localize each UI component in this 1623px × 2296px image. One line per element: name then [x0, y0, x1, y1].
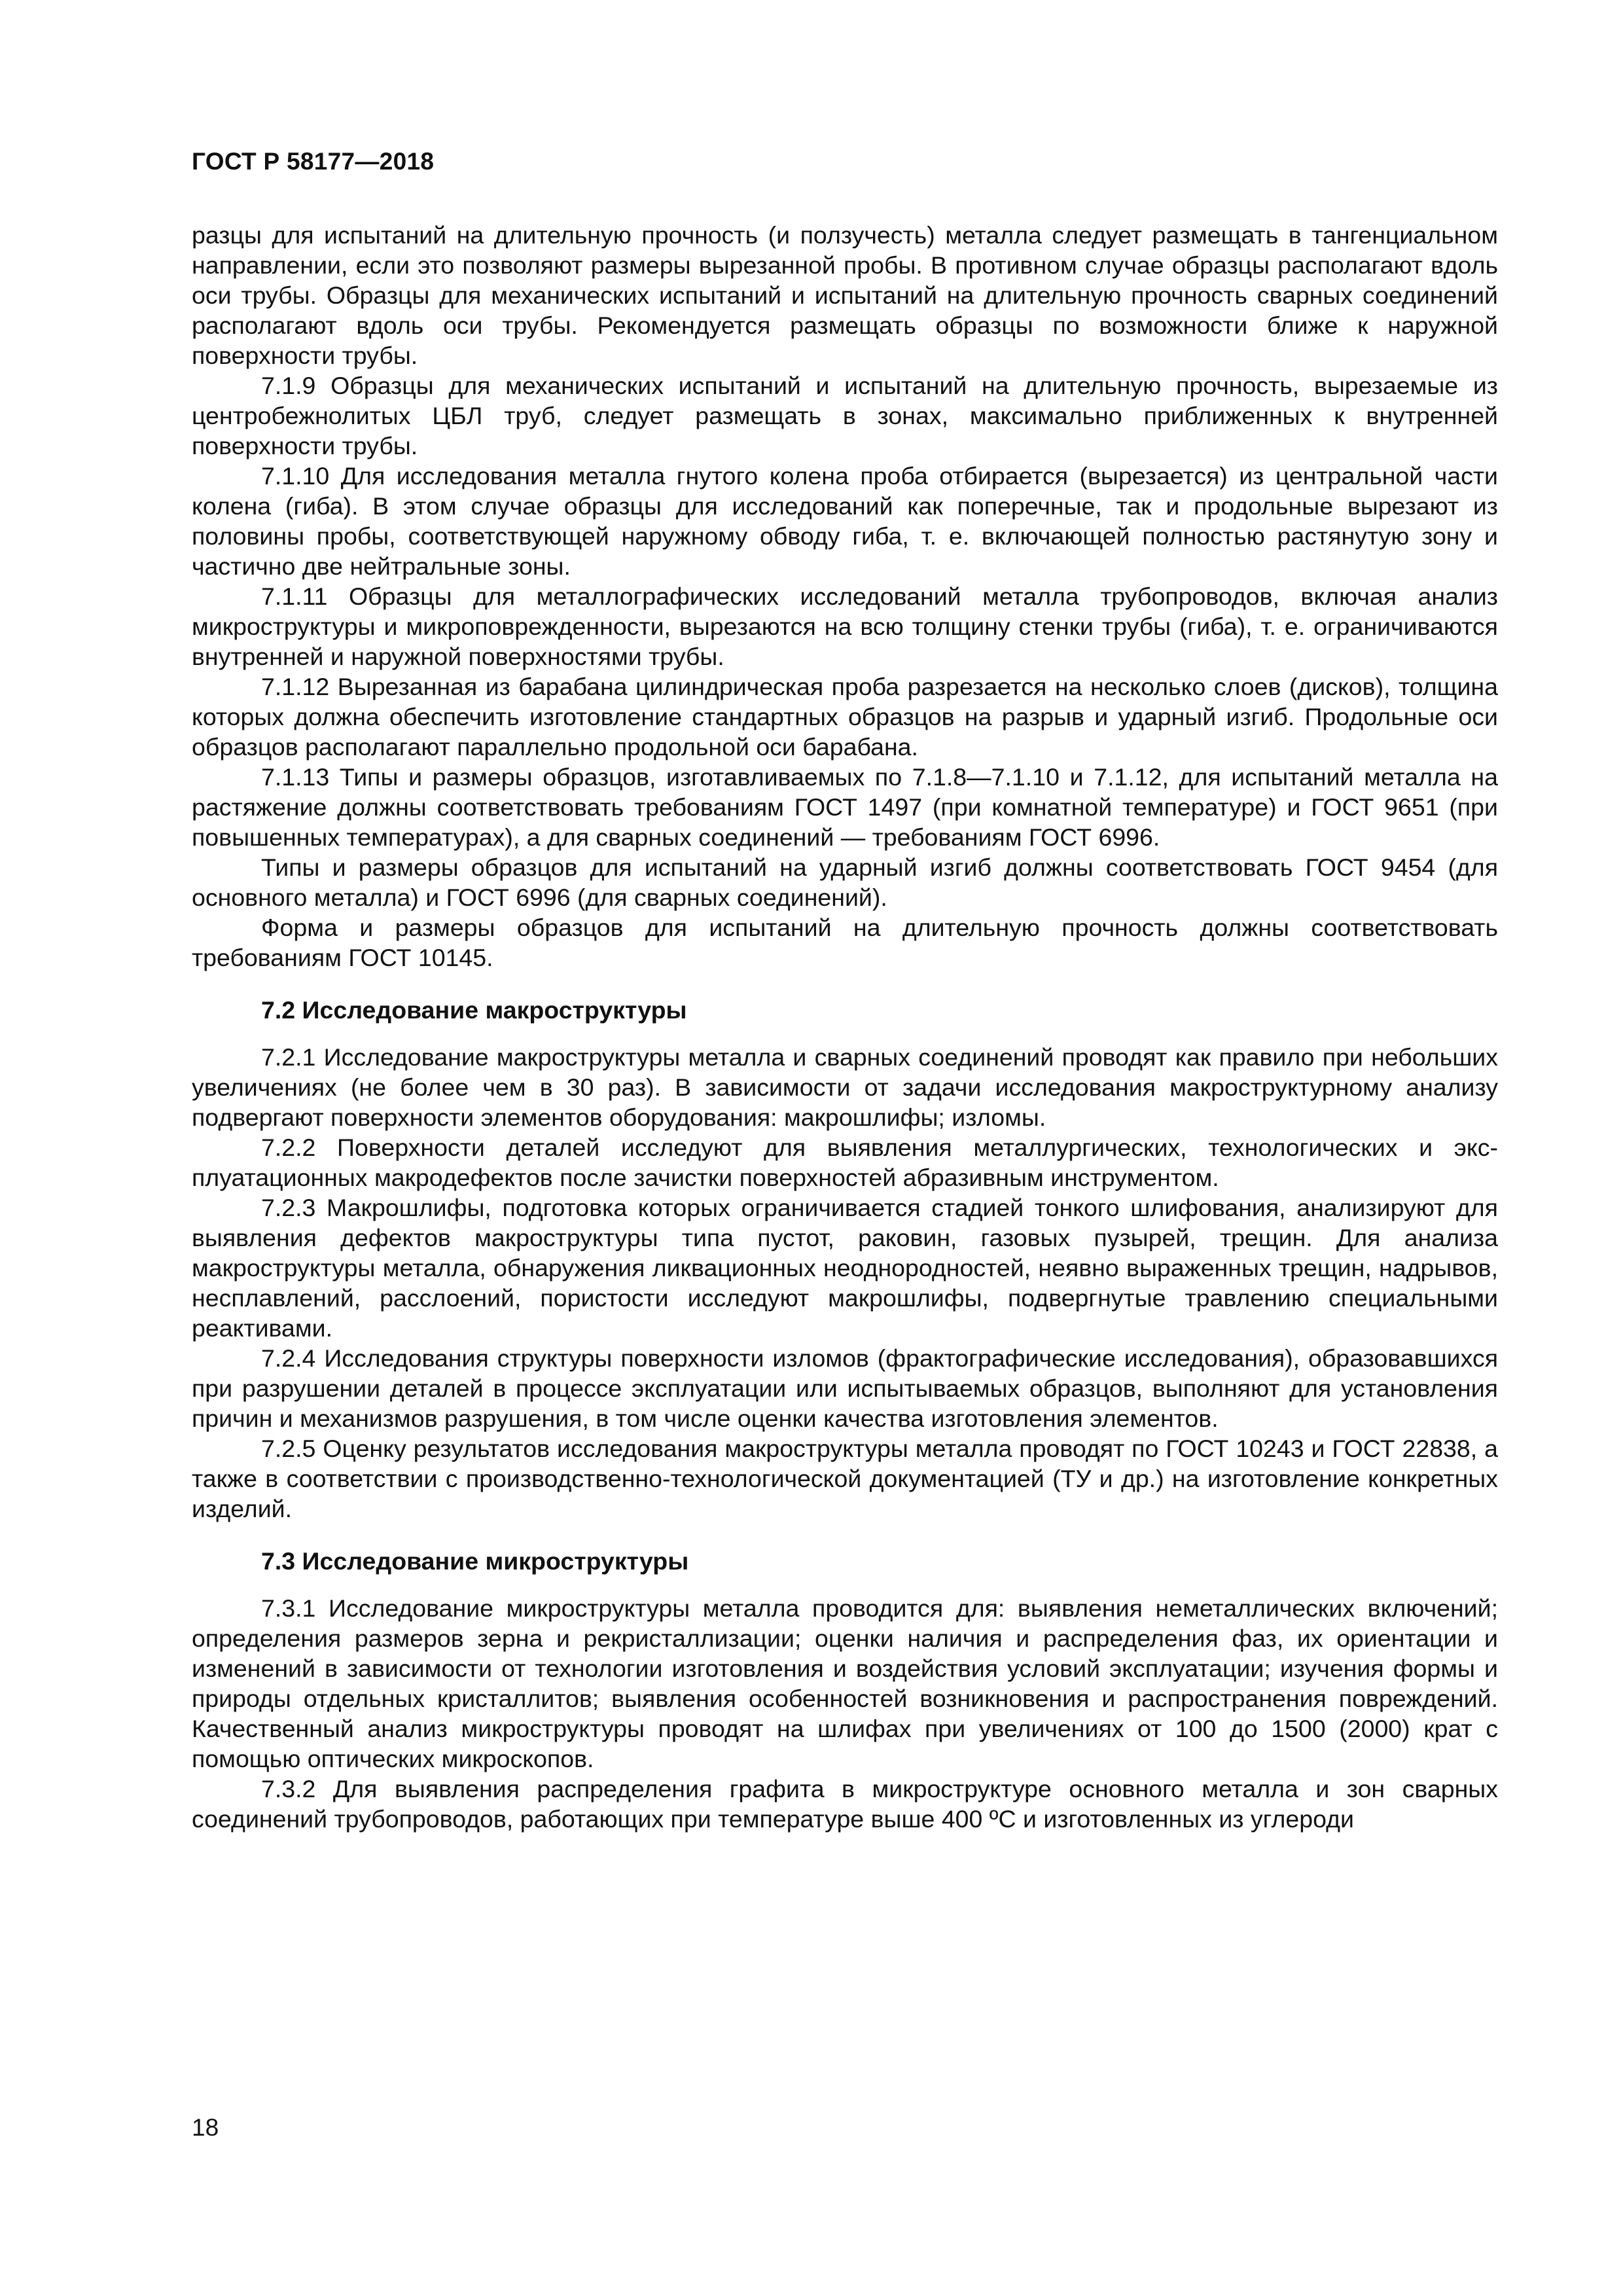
- paragraph-7-3-1: 7.3.1 Исследование микроструктуры металла проводится для: выявления неметаллических включений; определения размеров зерна и рекристаллизации; оценки наличия и распределения фаз, их ориентации и изменений в зависимости от технологии изготовления и воздействия условий эксплуатации; изучения формы и природы отдельных кристаллитов; выявления особенностей возникновения и распространения повреждений. Качественный анализ микроструктуры проводят на шлифах при увеличениях от 100 до 1500 (2000) крат с помощью оптических микроскопов.: [192, 1594, 1498, 1772]
- paragraph-7-1-11: 7.1.11 Образцы для металлографических исследований металла трубопроводов, включая анализ микроструктуры и микроповрежденности, вырезаются на всю толщину стенки трубы (гиба), т. е. ограничиваются внутренней и наружной поверхностями трубы.: [192, 583, 1498, 670]
- document-header: ГОСТ Р 58177—2018: [192, 148, 435, 175]
- paragraph-creep-specimens: Форма и размеры образцов для испытаний на длительную прочность должны соответствовать требованиям ГОСТ 10145.: [192, 914, 1498, 971]
- paragraph-7-2-3: 7.2.3 Макрошлифы, подготовка которых ограничивается стадией тонкого шлифования, анализируют для выявления дефектов макроструктуры типа пустот, раковин, газовых пузырей, трещин. Для анализа макроструктуры металла, обнаружения ликвационных неоднородностей, неявно выраженных трещин, надрывов, несплавлений, расслоений, пористости исследуют макрошлифы, подвергнутые травлению специальными реактивами.: [192, 1194, 1498, 1342]
- paragraph-impact-specimens: Типы и размеры образцов для испытаний на ударный изгиб должны соответствовать ГОСТ 9454 (для основного металла) и ГОСТ 6996 (для сварных соединений).: [192, 853, 1498, 911]
- paragraph-7-2-1: 7.2.1 Исследование макроструктуры металла и сварных соединений проводят как правило при небольших увеличениях (не более чем в 30 раз). В зависимости от задачи исследования макроструктурному анализу подвергают поверхности элементов оборудования: макрошлифы; изломы.: [192, 1043, 1498, 1131]
- paragraph-continuation: разцы для испытаний на длительную прочность (и ползучесть) металла следует размещать в тангенциальном направлении, если это позволяют размеры вырезанной пробы. В противном случае образцы располагают вдоль оси трубы. Образцы для механических испытаний и испытаний на длительную прочность сварных соединений располагают вдоль оси трубы. Рекомендуется размещать образцы по возможности ближе к наружной поверхности трубы.: [192, 221, 1498, 369]
- paragraph-7-1-9: 7.1.9 Образцы для механических испытаний и испытаний на длительную прочность, вырезаемые из центробежнолитых ЦБЛ труб, следует размещать в зонах, максимально приближенных к внутренней поверхности трубы.: [192, 372, 1498, 459]
- paragraph-7-2-2: 7.2.2 Поверхности деталей исследуют для выявления металлургических, технологических и эксплуатационных макродефектов после зачистки поверхностей абразивным инструментом.: [192, 1134, 1498, 1191]
- paragraph-7-2-4: 7.2.4 Исследования структуры поверхности изломов (фрактографические исследования), образовавшихся при разрушении деталей в процессе эксплуатации или испытываемых образцов, выполняют для установления причин и механизмов разрушения, в том числе оценки качества изготовления элементов.: [192, 1344, 1498, 1432]
- paragraph-7-1-10: 7.1.10 Для исследования металла гнутого колена проба отбирается (вырезается) из центральной части колена (гиба). В этом случае образцы для исследований как поперечные, так и продольные вырезают из половины пробы, соответствующей наружному обводу гиба, т. е. включающей полностью растянутую зону и частично две нейтральные зоны.: [192, 462, 1498, 580]
- section-heading-7-3: 7.3 Исследование микроструктуры: [261, 1547, 689, 1575]
- page-number: 18: [192, 2114, 219, 2141]
- page-body: [192, 220, 1498, 1834]
- paragraph-7-3-2: 7.3.2 Для выявления распределения графита в микроструктуре основного металла и зон сварных соединений трубопроводов, работающих при температуре выше 400 ºС и изготовленных из углероди: [192, 1775, 1498, 1833]
- paragraph-7-1-13: 7.1.13 Типы и размеры образцов, изготавливаемых по 7.1.8—7.1.10 и 7.1.12, для испытаний металла на растяжение должны соответствовать требованиям ГОСТ 1497 (при комнатной температуре) и ГОСТ 9651 (при повышенных температурах), а для сварных соединений — требованиям ГОСТ 6996.: [192, 763, 1498, 851]
- paragraph-7-1-12: 7.1.12 Вырезанная из барабана цилиндрическая проба разрезается на несколько слоев (дисков), толщина которых должна обеспечить изготовление стандартных образцов на разрыв и ударный изгиб. Продольные оси образцов располагают параллельно продольной оси барабана.: [192, 673, 1498, 761]
- section-heading-7-2: 7.2 Исследование макроструктуры: [261, 996, 687, 1024]
- paragraph-7-2-5: 7.2.5 Оценку результатов исследования макроструктуры металла проводят по ГОСТ 10243 и ГОСТ 22838, а также в соответствии с производственно-технологической документацией (ТУ и др.) на изготовление конкретных изделий.: [192, 1435, 1498, 1522]
